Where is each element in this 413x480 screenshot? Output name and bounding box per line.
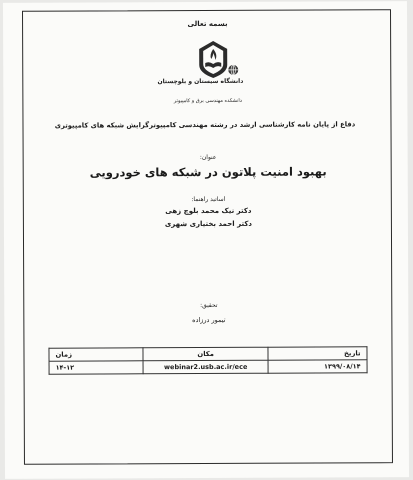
advisor-name: دکتر احمد بختیاری شهری: [164, 219, 252, 229]
researcher-name: تیمور درزاده: [192, 315, 226, 325]
advisors-label: اساتید راهنما:: [191, 195, 226, 204]
university-name: دانشگاه سیستان و بلوچستان: [157, 77, 244, 86]
place-header: مکان: [143, 347, 268, 361]
time-value: ۱۴-۱۲: [49, 361, 143, 374]
defense-announcement: دفاع از پایان نامه کارشناسی ارشد در رشته مهندسی کامپیوترگرایش شبکه های کامپیوتری: [54, 120, 356, 130]
title-label: عنوان:: [199, 153, 217, 162]
university-emblem-icon: [173, 39, 253, 79]
place-value: webinar2.usb.ac.ir/ece: [143, 360, 268, 374]
researcher-label: تحقیق:: [200, 301, 218, 310]
thesis-title: بهبود امنیت پلاتون در شبکه های خودرویی: [89, 164, 327, 180]
faculty-name: دانشکده مهندسی برق و کامپیوتر: [173, 97, 242, 105]
date-header: تاریخ: [268, 347, 367, 360]
date-value: ۱۳۹۹/۰۸/۱۴: [268, 360, 367, 373]
defense-info-table: [48, 346, 367, 374]
time-header: زمان: [49, 348, 143, 361]
page-border: [22, 9, 393, 465]
document-page: [3, 1, 409, 479]
basmala-heading: بسمه تعالی: [187, 19, 228, 29]
advisor-name: دکتر نیک محمد بلوچ زهی: [165, 206, 252, 216]
university-logo: [157, 39, 253, 97]
table-row: [49, 360, 367, 374]
